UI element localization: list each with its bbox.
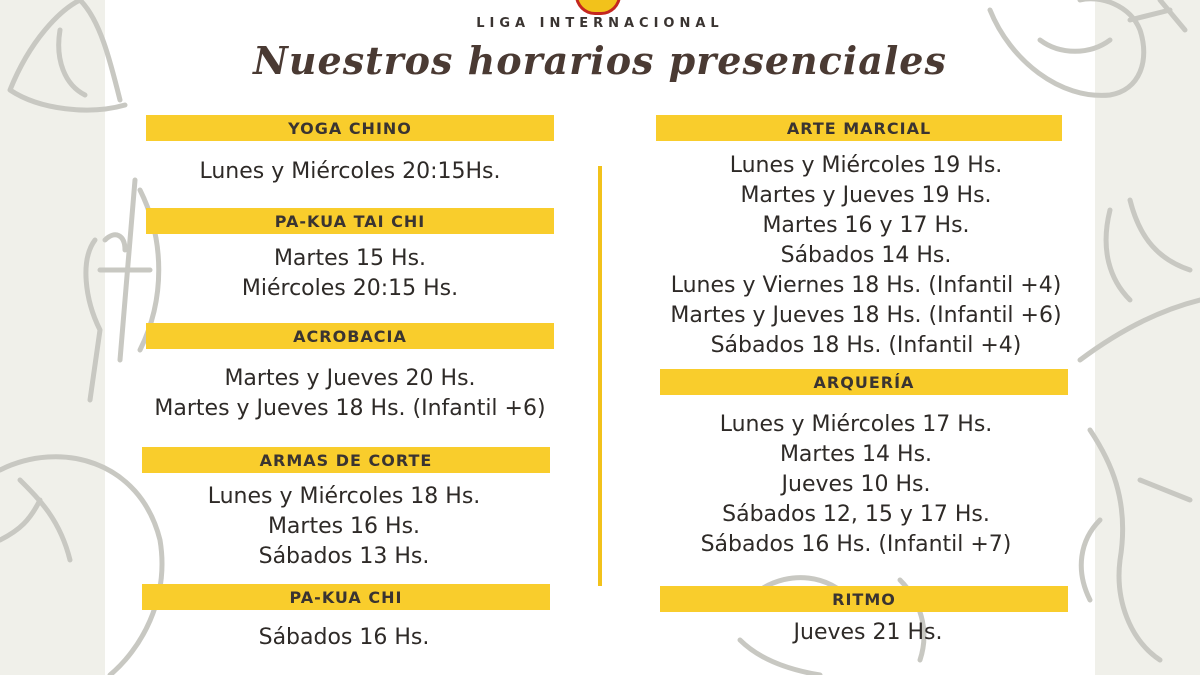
acrobat-icon bbox=[1081, 430, 1190, 660]
schedule-line: Lunes y Viernes 18 Hs. (Infantil +4) bbox=[670, 273, 1062, 298]
category-header-arte-marcial: ARTE MARCIAL bbox=[656, 115, 1062, 141]
kicking-figure-icon bbox=[1080, 200, 1200, 360]
category-header-pa-kua-tai-chi: PA-KUA TAI CHI bbox=[146, 208, 554, 234]
category-header-yoga-chino: YOGA CHINO bbox=[146, 115, 554, 141]
schedule-pa-kua-tai-chi bbox=[130, 244, 570, 304]
schedule-line: Miércoles 20:15 Hs. bbox=[241, 276, 459, 301]
schedule-line: Sábados 16 Hs. (Infantil +7) bbox=[700, 532, 1012, 557]
schedule-line: Martes y Jueves 18 Hs. (Infantil +6) bbox=[670, 303, 1062, 328]
schedule-ritmo bbox=[648, 618, 1088, 648]
schedule-line: Jueves 21 Hs. bbox=[793, 620, 943, 645]
category-header-pa-kua-chi: PA-KUA CHI bbox=[142, 584, 550, 610]
schedule-acrobacia bbox=[120, 364, 580, 424]
category-header-ritmo: RITMO bbox=[660, 586, 1068, 612]
schedule-pa-kua-chi bbox=[124, 623, 564, 653]
schedule-line: Lunes y Miércoles 20:15Hs. bbox=[199, 159, 501, 184]
category-header-armas-de-corte: ARMAS DE CORTE bbox=[142, 447, 550, 473]
schedule-line: Sábados 13 Hs. bbox=[258, 544, 430, 569]
schedule-armas-de-corte bbox=[124, 482, 564, 572]
schedule-line: Martes 16 Hs. bbox=[267, 514, 421, 539]
category-header-acrobacia: ACROBACIA bbox=[146, 323, 554, 349]
schedule-line: Martes y Jueves 20 Hs. bbox=[224, 366, 476, 391]
schedule-line: Jueves 10 Hs. bbox=[781, 472, 931, 497]
schedule-line: Sábados 16 Hs. bbox=[258, 625, 430, 650]
schedule-line: Lunes y Miércoles 19 Hs. bbox=[729, 153, 1003, 178]
schedule-arqueria bbox=[636, 410, 1076, 560]
schedule-line: Lunes y Miércoles 17 Hs. bbox=[719, 412, 993, 437]
schedule-line: Sábados 18 Hs. (Infantil +4) bbox=[710, 333, 1022, 358]
schedule-line: Lunes y Miércoles 18 Hs. bbox=[207, 484, 481, 509]
schedule-line: Sábados 14 Hs. bbox=[780, 243, 952, 268]
schedule-line: Martes y Jueves 19 Hs. bbox=[740, 183, 992, 208]
column-divider bbox=[598, 166, 602, 586]
schedule-line: Martes 14 Hs. bbox=[779, 442, 933, 467]
schedule-line: Martes 15 Hs. bbox=[273, 246, 427, 271]
schedule-yoga-chino bbox=[130, 157, 570, 187]
schedule-line: Martes y Jueves 18 Hs. (Infantil +6) bbox=[154, 396, 546, 421]
schedule-line: Martes 16 y 17 Hs. bbox=[762, 213, 970, 238]
page-title: Nuestros horarios presenciales bbox=[253, 38, 947, 83]
org-label: LIGA INTERNACIONAL bbox=[476, 16, 724, 31]
schedule-arte-marcial bbox=[636, 151, 1096, 361]
category-header-arqueria: ARQUERÍA bbox=[660, 369, 1068, 395]
schedule-line: Sábados 12, 15 y 17 Hs. bbox=[722, 502, 990, 527]
